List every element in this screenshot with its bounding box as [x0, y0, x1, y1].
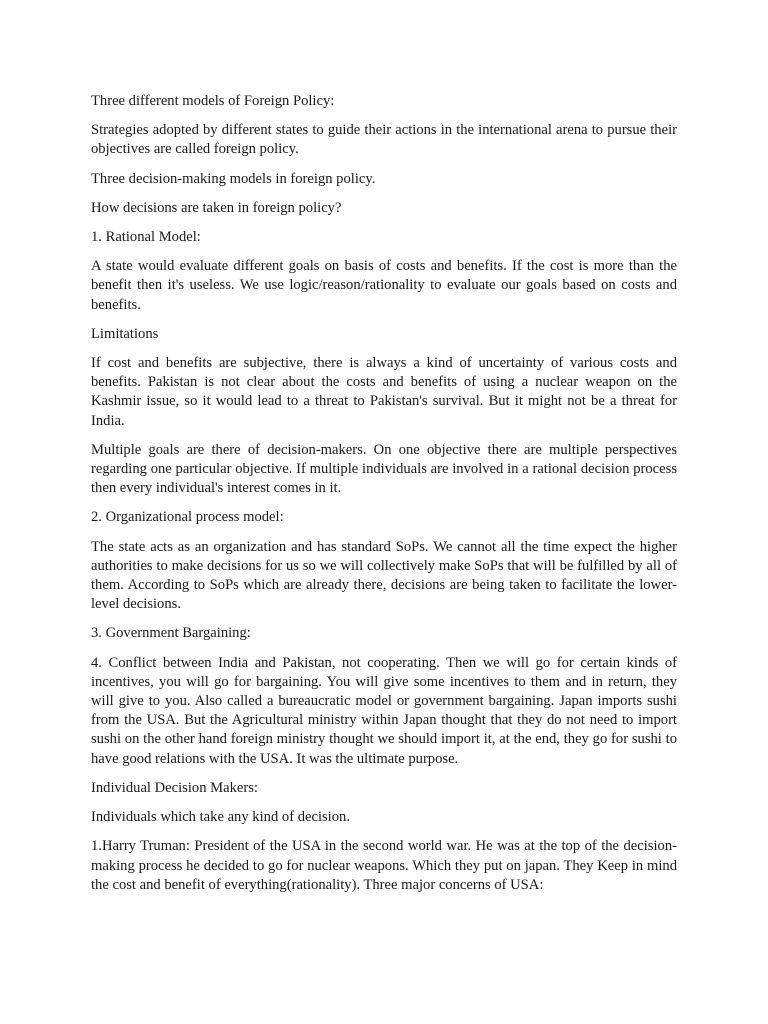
paragraph-question: How decisions are taken in foreign policy? [91, 199, 342, 216]
heading-government-bargaining: 3. Government Bargaining: [91, 625, 251, 642]
heading-individual-decision-makers: Individual Decision Makers: [91, 779, 258, 796]
paragraph-organizational-model: The state acts as an organization and has standard SoPs. We cannot all the time expect the higher authorities to make decisions for us so we will collectively make SoPs that will be fulfilled by all of them. According to SoPs which are already there, decisions are being taken to facilitate the lower-level decisions. [91, 538, 677, 613]
heading-rational-model: 1. Rational Model: [91, 229, 201, 246]
paragraph-rational-model: A state would evaluate different goals on basis of costs and benefits. If the cost is more than the benefit then it's useless. We use logic/reason/rationality to evaluate our goals based on costs and benefits. [91, 258, 677, 313]
paragraph-limitations-2: Multiple goals are there of decision-makers. On one objective there are multiple perspectives regarding one particular objective. If multiple individuals are involved in a rational decision process then every individual's interest comes in it. [91, 441, 677, 497]
paragraph-models-intro: Three decision-making models in foreign policy. [91, 170, 376, 187]
heading-limitations: Limitations [91, 325, 159, 342]
paragraph-harry-truman: 1.Harry Truman: President of the USA in the second world war. He was at the top of the decision-making process he decided to go for nuclear weapons. Which they put on japan. They Keep in mind the cost and benefit of everything(rationality). Three major concerns of USA: [91, 838, 677, 893]
heading-organizational-model: 2. Organizational process model: [91, 509, 284, 526]
paragraph-limitations-1: If cost and benefits are subjective, there is always a kind of uncertainty of various costs and benefits. Pakistan is not clear about the costs and benefits of using a nuclear weapon on the Kashmir issue, so it would lead to a threat to Pakistan's survival. But it might not be a threat for India. [91, 355, 677, 429]
document-page [91, 92, 677, 905]
paragraph-individuals: Individuals which take any kind of decision. [91, 809, 350, 826]
document-title: Three different models of Foreign Policy: [91, 93, 335, 109]
paragraph-definition: Strategies adopted by different states to guide their actions in the international arena to pursue their objectives are called foreign policy. [91, 122, 677, 158]
paragraph-government-bargaining: 4. Conflict between India and Pakistan, not cooperating. Then we will go for certain kinds of incentives, you will go for bargaining. You will give some incentives to them and in return, they will give to you. Also called a bureaucratic model or government bargaining. Japan imports sushi from the USA. But the Agricultural ministry within Japan thought that they do not need to import sushi on the other hand foreign ministry thought we should import it, at the end, they go for sushi to have good relations with the USA. It was the ultimate purpose. [91, 654, 677, 767]
